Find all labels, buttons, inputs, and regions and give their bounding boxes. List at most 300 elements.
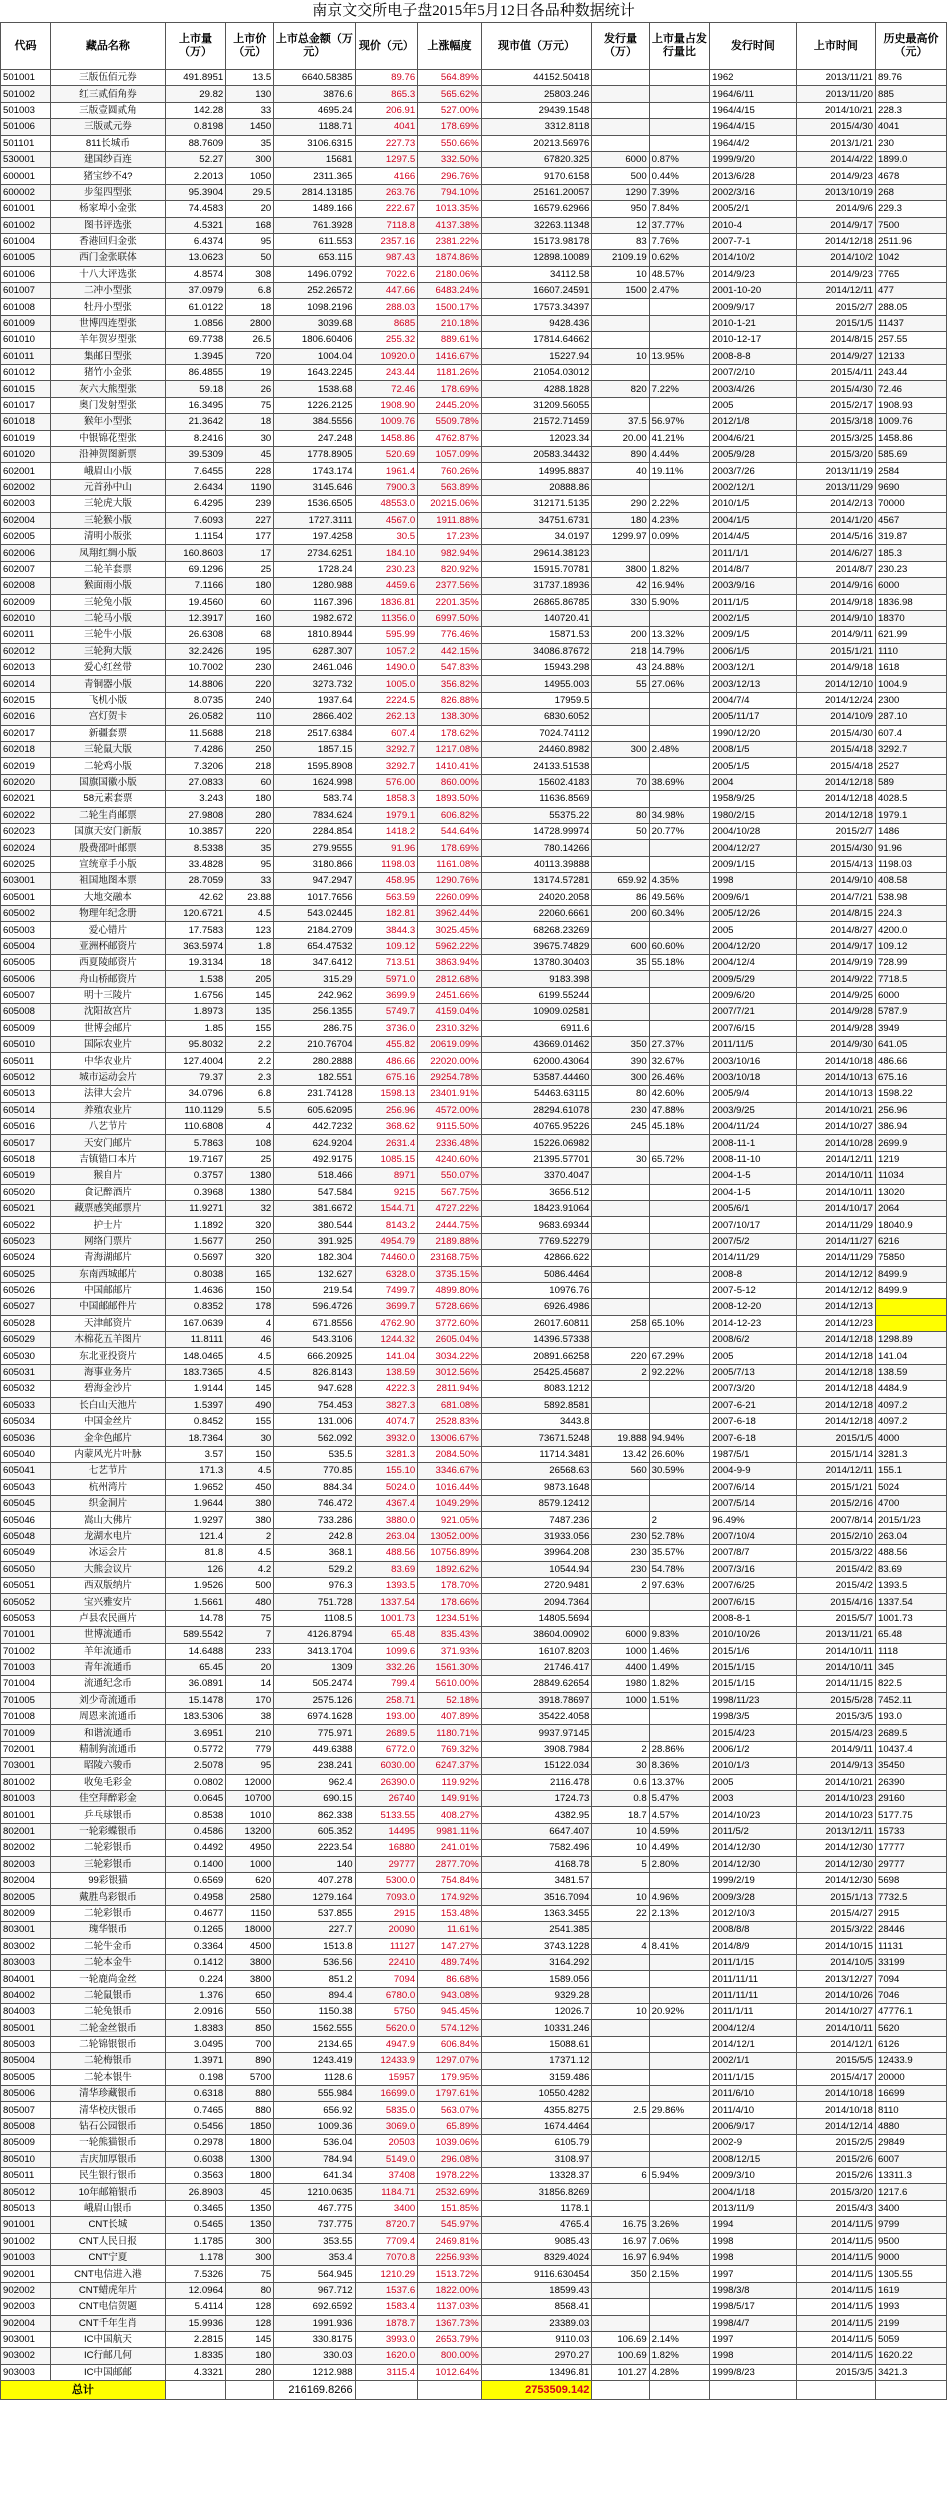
- cell-listed-amount: 132.627: [274, 1266, 355, 1282]
- cell-issue-date: 1998: [710, 873, 797, 889]
- cell-listed-ratio: 4.28%: [649, 2364, 709, 2380]
- cell-issue-qty: 1000: [592, 1692, 649, 1708]
- cell-market-value: 3159.486: [481, 2069, 592, 2085]
- cell-rise: 1290.76%: [418, 873, 482, 889]
- cell-listed-ratio: 0.62%: [649, 250, 709, 266]
- cell-current-price: 10920.0: [355, 348, 418, 364]
- cell-issue-date: 2002/1/1: [710, 2053, 797, 2069]
- cell-listed-price: 700: [226, 2036, 274, 2052]
- cell-market-value: 22060.6661: [481, 905, 592, 921]
- cell-name: 杨家埠小金张: [51, 201, 166, 217]
- cell-issue-qty: 4: [592, 1938, 649, 1954]
- table-row: [1, 430, 947, 446]
- cell-listing-date: 2014/9/30: [796, 1037, 875, 1053]
- cell-issue-date: 2008-8-8: [710, 348, 797, 364]
- cell-rise: 1367.73%: [418, 2315, 482, 2331]
- cell-listed-amount: 1004.04: [274, 348, 355, 364]
- table-row: [1, 1954, 947, 1970]
- cell-high-price: 2511.96: [875, 233, 946, 249]
- cell-listed-price: 4: [226, 1315, 274, 1331]
- cell-issue-date: 2011/1/15: [710, 1954, 797, 1970]
- cell-listed-qty: 52.27: [165, 151, 225, 167]
- cell-name: 二轮彩银币: [51, 1905, 166, 1921]
- cell-listed-amount: 238.241: [274, 1758, 355, 1774]
- cell-listed-qty: 19.7167: [165, 1151, 225, 1167]
- cell-code: 901002: [1, 2233, 51, 2249]
- cell-issue-date: 1999/2/19: [710, 1872, 797, 1888]
- cell-current-price: 865.3: [355, 86, 418, 102]
- table-row: [1, 742, 947, 758]
- cell-high-price: 1118: [875, 1643, 946, 1659]
- cell-listing-date: 2014/8/7: [796, 561, 875, 577]
- cell-listed-price: 850: [226, 2020, 274, 2036]
- cell-code: 601010: [1, 332, 51, 348]
- cell-rise: 1893.50%: [418, 791, 482, 807]
- cell-high-price: 1298.89: [875, 1332, 946, 1348]
- cell-issue-date: 2007/2/10: [710, 365, 797, 381]
- cell-market-value: 5892.8581: [481, 1397, 592, 1413]
- cell-market-value: 9683.69344: [481, 1217, 592, 1233]
- cell-current-price: 1244.32: [355, 1332, 418, 1348]
- cell-listed-qty: 0.224: [165, 1971, 225, 1987]
- cell-issue-qty: [592, 1512, 649, 1528]
- cell-listed-ratio: [649, 1250, 709, 1266]
- cell-name: 西门金张联体: [51, 250, 166, 266]
- cell-current-price: 155.10: [355, 1463, 418, 1479]
- cell-rise: 1161.08%: [418, 856, 482, 872]
- cell-issue-date: 1964/4/15: [710, 102, 797, 118]
- cell-current-price: 141.04: [355, 1348, 418, 1364]
- cell-listed-price: 240: [226, 692, 274, 708]
- cell-name: 网络门票片: [51, 1233, 166, 1249]
- cell-listing-date: 2014/9/13: [796, 1758, 875, 1774]
- cell-listed-price: 4.5: [226, 1545, 274, 1561]
- cell-rise: 2180.06%: [418, 266, 482, 282]
- cell-listed-ratio: 2.47%: [649, 283, 709, 299]
- header-code: 代码: [1, 23, 51, 70]
- cell-listed-ratio: [649, 2135, 709, 2151]
- cell-name: 七艺节片: [51, 1463, 166, 1479]
- cell-listing-date: 2015/4/3: [796, 2200, 875, 2216]
- cell-listed-ratio: 8.41%: [649, 1938, 709, 1954]
- cell-listed-amount: 596.4726: [274, 1299, 355, 1315]
- cell-name: 世博流通币: [51, 1627, 166, 1643]
- cell-rise: 6483.24%: [418, 283, 482, 299]
- cell-market-value: 9110.03: [481, 2331, 592, 2347]
- cell-name: 羊年贺岁型张: [51, 332, 166, 348]
- cell-issue-qty: 16.75: [592, 2217, 649, 2233]
- table-row: [1, 1807, 947, 1823]
- cell-current-price: 206.91: [355, 102, 418, 118]
- cell-listed-amount: 3106.6315: [274, 135, 355, 151]
- cell-high-price: 29160: [875, 1791, 946, 1807]
- cell-issue-date: 2005: [710, 397, 797, 413]
- cell-high-price: 263.04: [875, 1528, 946, 1544]
- cell-code: 602016: [1, 709, 51, 725]
- cell-current-price: 4762.90: [355, 1315, 418, 1331]
- table-row: [1, 578, 947, 594]
- cell-name: 木棉花五羊图片: [51, 1332, 166, 1348]
- cell-rise: 754.84%: [418, 1872, 482, 1888]
- cell-listed-qty: 0.4958: [165, 1889, 225, 1905]
- cell-listed-ratio: 4.35%: [649, 873, 709, 889]
- cell-listed-amount: 746.472: [274, 1495, 355, 1511]
- table-row: [1, 561, 947, 577]
- cell-listing-date: 2013/11/21: [796, 1627, 875, 1643]
- cell-listed-price: 25: [226, 1151, 274, 1167]
- cell-listed-amount: 368.1: [274, 1545, 355, 1561]
- cell-listed-qty: 1.3971: [165, 2053, 225, 2069]
- cell-listed-price: 30: [226, 1430, 274, 1446]
- cell-issue-date: 2007/6/14: [710, 1479, 797, 1495]
- cell-current-price: 258.71: [355, 1692, 418, 1708]
- cell-listed-amount: 353.55: [274, 2233, 355, 2249]
- cell-current-price: 2915: [355, 1905, 418, 1921]
- cell-listed-amount: 1098.2196: [274, 299, 355, 315]
- cell-rise: 550.07%: [418, 1168, 482, 1184]
- table-row: [1, 1381, 947, 1397]
- cell-listed-qty: 1.538: [165, 971, 225, 987]
- cell-listed-ratio: [649, 2200, 709, 2216]
- cell-listed-amount: 4126.8794: [274, 1627, 355, 1643]
- cell-listed-ratio: 67.29%: [649, 1348, 709, 1364]
- cell-rise: 3962.44%: [418, 905, 482, 921]
- cell-listed-amount: 562.092: [274, 1430, 355, 1446]
- cell-listed-amount: 671.8556: [274, 1315, 355, 1331]
- cell-listing-date: 2015/2/7: [796, 299, 875, 315]
- cell-listing-date: 2014/10/11: [796, 1168, 875, 1184]
- table-row: [1, 1233, 947, 1249]
- cell-code: 602023: [1, 823, 51, 839]
- cell-rise: 1911.88%: [418, 512, 482, 528]
- cell-listed-price: 1000: [226, 1856, 274, 1872]
- cell-code: 605014: [1, 1102, 51, 1118]
- cell-market-value: 1674.4464: [481, 2118, 592, 2134]
- cell-listed-ratio: 34.98%: [649, 807, 709, 823]
- cell-high-price: 1908.93: [875, 397, 946, 413]
- cell-name: 天安门邮片: [51, 1135, 166, 1151]
- table-row: [1, 1889, 947, 1905]
- cell-current-price: 11356.0: [355, 610, 418, 626]
- cell-market-value: 20891.66258: [481, 1348, 592, 1364]
- cell-high-price: 3421.3: [875, 2364, 946, 2380]
- cell-listed-price: 280: [226, 807, 274, 823]
- cell-rise: 2451.66%: [418, 987, 482, 1003]
- cell-name: IC中国邮邮: [51, 2364, 166, 2380]
- cell-listed-amount: 851.2: [274, 1971, 355, 1987]
- cell-market-value: 16579.62966: [481, 201, 592, 217]
- table-row: [1, 1151, 947, 1167]
- cell-listed-ratio: [649, 102, 709, 118]
- cell-market-value: 1363.3455: [481, 1905, 592, 1921]
- cell-current-price: 5835.0: [355, 2102, 418, 2118]
- table-row: [1, 201, 947, 217]
- cell-code: 805013: [1, 2200, 51, 2216]
- cell-listed-ratio: [649, 315, 709, 331]
- cell-issue-date: 2011/4/10: [710, 2102, 797, 2118]
- cell-rise: 119.92%: [418, 1774, 482, 1790]
- table-row: [1, 1282, 947, 1298]
- cell-current-price: 26740: [355, 1791, 418, 1807]
- cell-listing-date: 2015/2/5: [796, 2135, 875, 2151]
- cell-listed-qty: 1.0856: [165, 315, 225, 331]
- cell-high-price: 2064: [875, 1200, 946, 1216]
- cell-listed-price: 1450: [226, 119, 274, 135]
- cell-listing-date: 2014/10/21: [796, 1774, 875, 1790]
- cell-market-value: 29614.38123: [481, 545, 592, 561]
- cell-listing-date: 2013/11/29: [796, 479, 875, 495]
- cell-current-price: 89.76: [355, 70, 418, 86]
- cell-name: 织金洞片: [51, 1495, 166, 1511]
- cell-listed-ratio: [649, 2069, 709, 2085]
- cell-rise: 151.85%: [418, 2200, 482, 2216]
- cell-issue-date: 2014/12/1: [710, 2036, 797, 2052]
- cell-name: 二轮牛金币: [51, 1938, 166, 1954]
- cell-listing-date: 2014/8/15: [796, 905, 875, 921]
- cell-listing-date: 2015/3/5: [796, 2364, 875, 2380]
- cell-high-price: 607.4: [875, 725, 946, 741]
- cell-listed-amount: 1562.555: [274, 2020, 355, 2036]
- cell-listed-ratio: [649, 2036, 709, 2052]
- cell-code: 501003: [1, 102, 51, 118]
- header-rise: 上涨幅度: [418, 23, 482, 70]
- cell-name: 二轮锦银银币: [51, 2036, 166, 2052]
- cell-listing-date: 2014/11/5: [796, 2282, 875, 2298]
- cell-listed-ratio: 3.26%: [649, 2217, 709, 2233]
- cell-code: 605024: [1, 1250, 51, 1266]
- table-row: [1, 1168, 947, 1184]
- cell-code: 605027: [1, 1299, 51, 1315]
- cell-code: 605004: [1, 938, 51, 954]
- table-row: [1, 1610, 947, 1626]
- cell-market-value: 23389.03: [481, 2315, 592, 2331]
- cell-listed-ratio: [649, 1971, 709, 1987]
- cell-code: 605040: [1, 1446, 51, 1462]
- cell-issue-date: 1994: [710, 2217, 797, 2233]
- cell-listed-price: 320: [226, 1217, 274, 1233]
- cell-listed-price: 45: [226, 446, 274, 462]
- cell-listed-qty: 1.6756: [165, 987, 225, 1003]
- cell-market-value: 24020.2058: [481, 889, 592, 905]
- cell-listed-qty: 2.2013: [165, 168, 225, 184]
- cell-current-price: 12433.9: [355, 2053, 418, 2069]
- cell-listed-ratio: 4.96%: [649, 1889, 709, 1905]
- cell-listed-amount: 761.3928: [274, 217, 355, 233]
- cell-listing-date: 2014/10/2: [796, 250, 875, 266]
- cell-current-price: 488.56: [355, 1545, 418, 1561]
- cell-code: 804003: [1, 2004, 51, 2020]
- cell-listed-ratio: 27.06%: [649, 676, 709, 692]
- cell-listing-date: 2014/12/18: [796, 1381, 875, 1397]
- cell-rise: 681.08%: [418, 1397, 482, 1413]
- cell-listed-price: 1190: [226, 479, 274, 495]
- cell-code: 602024: [1, 840, 51, 856]
- cell-issue-date: 2009/3/28: [710, 1889, 797, 1905]
- cell-listed-ratio: [649, 709, 709, 725]
- cell-name: 香港回归金张: [51, 233, 166, 249]
- cell-issue-date: 2011/11/11: [710, 1987, 797, 2003]
- cell-listed-price: 46: [226, 1332, 274, 1348]
- cell-listed-qty: 171.3: [165, 1463, 225, 1479]
- cell-listed-ratio: 4.49%: [649, 1840, 709, 1856]
- cell-high-price: 29849: [875, 2135, 946, 2151]
- cell-listed-price: 890: [226, 2053, 274, 2069]
- cell-listed-amount: 1727.3111: [274, 512, 355, 528]
- cell-current-price: 3827.3: [355, 1397, 418, 1413]
- cell-current-price: 22410: [355, 1954, 418, 1970]
- cell-listed-ratio: 16.94%: [649, 578, 709, 594]
- cell-issue-qty: 560: [592, 1463, 649, 1479]
- cell-listed-qty: 65.45: [165, 1659, 225, 1675]
- cell-issue-qty: 390: [592, 1053, 649, 1069]
- cell-code: 802001: [1, 1823, 51, 1839]
- cell-high-price: 538.98: [875, 889, 946, 905]
- table-row: [1, 1741, 947, 1757]
- cell-listed-ratio: [649, 1332, 709, 1348]
- cell-issue-qty: [592, 1250, 649, 1266]
- table-row: [1, 791, 947, 807]
- cell-listed-qty: 69.1296: [165, 561, 225, 577]
- cell-high-price: 228.3: [875, 102, 946, 118]
- cell-listed-price: 1300: [226, 2151, 274, 2167]
- cell-code: 601004: [1, 233, 51, 249]
- cell-issue-qty: [592, 102, 649, 118]
- cell-issue-qty: 500: [592, 168, 649, 184]
- cell-listed-price: 18000: [226, 1922, 274, 1938]
- cell-listed-qty: 126: [165, 1561, 225, 1577]
- cell-listed-price: 308: [226, 266, 274, 282]
- cell-listed-ratio: [649, 840, 709, 856]
- cell-listed-amount: 6640.58385: [274, 70, 355, 86]
- cell-listed-amount: 2575.126: [274, 1692, 355, 1708]
- cell-listed-qty: 0.5772: [165, 1741, 225, 1757]
- cell-listed-price: 180: [226, 791, 274, 807]
- cell-market-value: 4355.8275: [481, 2102, 592, 2118]
- cell-listing-date: 2015/4/30: [796, 119, 875, 135]
- table-row: [1, 1627, 947, 1643]
- cell-market-value: 8579.12412: [481, 1495, 592, 1511]
- cell-market-value: 53587.44460: [481, 1069, 592, 1085]
- cell-listed-ratio: [649, 119, 709, 135]
- cell-code: 601002: [1, 217, 51, 233]
- cell-rise: 945.45%: [418, 2004, 482, 2020]
- cell-current-price: 8720.7: [355, 2217, 418, 2233]
- cell-current-price: 1836.81: [355, 594, 418, 610]
- cell-listed-qty: 15.9936: [165, 2315, 225, 2331]
- cell-listed-ratio: 20.92%: [649, 2004, 709, 2020]
- cell-listed-ratio: [649, 791, 709, 807]
- cell-rise: 4159.04%: [418, 1004, 482, 1020]
- cell-market-value: 7582.496: [481, 1840, 592, 1856]
- cell-issue-date: 1998/11/23: [710, 1692, 797, 1708]
- cell-listed-ratio: 24.88%: [649, 660, 709, 676]
- cell-listed-amount: 1226.2125: [274, 397, 355, 413]
- cell-listing-date: 2014/12/30: [796, 1856, 875, 1872]
- cell-current-price: 1009.76: [355, 414, 418, 430]
- cell-code: 530001: [1, 151, 51, 167]
- cell-listed-qty: 121.4: [165, 1528, 225, 1544]
- cell-code: 601008: [1, 299, 51, 315]
- cell-issue-date: 2009/9/17: [710, 299, 797, 315]
- cell-rise: 13006.67%: [418, 1430, 482, 1446]
- cell-issue-qty: 10: [592, 2004, 649, 2020]
- table-row: [1, 381, 947, 397]
- cell-listed-qty: 1.9644: [165, 1495, 225, 1511]
- cell-issue-date: 2005/11/17: [710, 709, 797, 725]
- cell-listed-price: 14: [226, 1676, 274, 1692]
- cell-listing-date: 2014/10/13: [796, 1069, 875, 1085]
- cell-listed-price: 1.8: [226, 938, 274, 954]
- cell-market-value: 3443.8: [481, 1414, 592, 1430]
- cell-current-price: 3699.7: [355, 1299, 418, 1315]
- cell-market-value: 35422.4058: [481, 1709, 592, 1725]
- cell-market-value: 5086.4464: [481, 1266, 592, 1282]
- cell-issue-date: 1998/4/7: [710, 2315, 797, 2331]
- cell-listed-qty: 4.8574: [165, 266, 225, 282]
- cell-rise: 2877.70%: [418, 1856, 482, 1872]
- cell-issue-date: 1962: [710, 70, 797, 86]
- cell-rise: 943.08%: [418, 1987, 482, 2003]
- header-high-price: 历史最高价（元）: [875, 23, 946, 70]
- cell-name: 清华珍藏银币: [51, 2086, 166, 2102]
- cell-name: 护士片: [51, 1217, 166, 1233]
- cell-rise: 1561.30%: [418, 1659, 482, 1675]
- cell-listed-amount: 140: [274, 1856, 355, 1872]
- cell-issue-qty: 19.888: [592, 1430, 649, 1446]
- cell-rise: 2812.68%: [418, 971, 482, 987]
- cell-name: 中国邮邮片: [51, 1282, 166, 1298]
- cell-listing-date: 2014/12/12: [796, 1282, 875, 1298]
- table-row: [1, 2217, 947, 2233]
- cell-rise: 1797.61%: [418, 2086, 482, 2102]
- cell-listed-ratio: 7.84%: [649, 201, 709, 217]
- cell-listed-price: 720: [226, 348, 274, 364]
- header-market-value: 现市值（万元）: [481, 23, 592, 70]
- cell-listed-price: 18: [226, 955, 274, 971]
- cell-code: 802002: [1, 1840, 51, 1856]
- cell-listed-qty: 589.5542: [165, 1627, 225, 1643]
- cell-high-price: 477: [875, 283, 946, 299]
- cell-listing-date: 2015/2/16: [796, 1495, 875, 1511]
- table-row: [1, 1938, 947, 1954]
- cell-listed-price: 130: [226, 86, 274, 102]
- cell-market-value: 6647.407: [481, 1823, 592, 1839]
- cell-issue-qty: 350: [592, 1037, 649, 1053]
- table-row: [1, 1364, 947, 1380]
- cell-issue-qty: 1980: [592, 1676, 649, 1692]
- cell-listed-price: 150: [226, 1446, 274, 1462]
- cell-name: 民生银行银币: [51, 2168, 166, 2184]
- cell-listing-date: 2014/9/16: [796, 578, 875, 594]
- cell-issue-date: 2006/9/17: [710, 2118, 797, 2134]
- cell-market-value: 16107.8203: [481, 1643, 592, 1659]
- cell-rise: 2605.04%: [418, 1332, 482, 1348]
- cell-listed-qty: 0.1412: [165, 1954, 225, 1970]
- table-row: [1, 971, 947, 987]
- cell-market-value: 15173.98178: [481, 233, 592, 249]
- cell-listed-price: 227: [226, 512, 274, 528]
- cell-name: 清明小版张: [51, 528, 166, 544]
- cell-listing-date: 2014/5/16: [796, 528, 875, 544]
- cell-current-price: 91.96: [355, 840, 418, 856]
- cell-listed-ratio: [649, 1282, 709, 1298]
- cell-listed-qty: 29.82: [165, 86, 225, 102]
- cell-listed-amount: 2814.13185: [274, 184, 355, 200]
- cell-code: 804002: [1, 1987, 51, 2003]
- cell-name: 吉镇错口本片: [51, 1151, 166, 1167]
- cell-name: 舟山桥邮资片: [51, 971, 166, 987]
- cell-listed-qty: 0.4586: [165, 1823, 225, 1839]
